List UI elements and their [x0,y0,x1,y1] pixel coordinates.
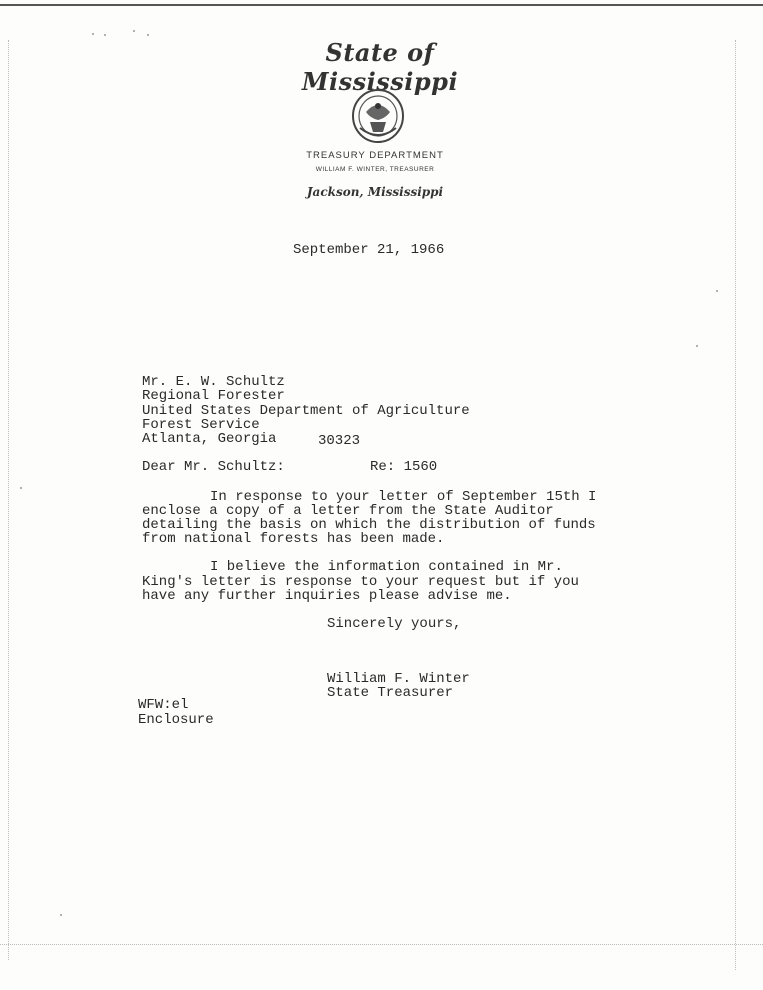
letterhead-city: Jackson, Mississippi [306,185,444,199]
signer-name: William F. Winter [327,671,470,687]
right-edge-artifact [735,40,737,970]
recipient-city: Atlanta, Georgia [142,431,277,447]
paragraph1-line: In response to your letter of September 15th I [210,489,597,505]
scan-speck [92,33,94,35]
enclosure-note: Enclosure [138,712,214,728]
closing: Sincerely yours, [327,616,462,632]
paragraph1-line: detailing the basis on which the distribution of funds [142,517,596,533]
scan-speck [133,30,135,32]
scan-speck [104,34,106,36]
treasurer-line: WILLIAM F. WINTER, TREASURER [315,166,435,173]
left-edge-artifact [8,40,10,960]
scan-speck [696,345,698,347]
paragraph1-line: enclose a copy of a letter from the State Auditor [142,503,554,519]
paragraph2-line: King's letter is response to your request but if you [142,574,579,590]
scan-speck [60,914,62,916]
scan-speck [716,290,718,292]
salutation: Dear Mr. Schultz: [142,459,285,475]
paragraph2-line: have any further inquiries please advise me. [142,588,512,604]
recipient-zip: 30323 [318,433,361,449]
typist-initials: WFW:el [138,697,189,713]
recipient-division: Forest Service [142,417,260,433]
scan-speck [147,34,149,36]
state-seal-icon [350,88,406,144]
signer-title: State Treasurer [327,685,454,701]
bottom-edge-artifact [0,944,763,946]
letter-date: September 21, 1966 [293,242,445,258]
recipient-title: Regional Forester [142,388,285,404]
paragraph1-line: from national forests has been made. [142,531,445,547]
recipient-name: Mr. E. W. Schultz [142,374,285,390]
letterhead-masthead: State of Mississippi [301,38,459,96]
reference-line: Re: 1560 [370,459,438,475]
top-border [0,4,763,6]
paragraph2-line: I believe the information contained in Mr. [210,559,563,575]
recipient-org: United States Department of Agriculture [142,403,470,419]
scan-speck [20,487,22,489]
department-line: TREASURY DEPARTMENT [306,150,444,161]
